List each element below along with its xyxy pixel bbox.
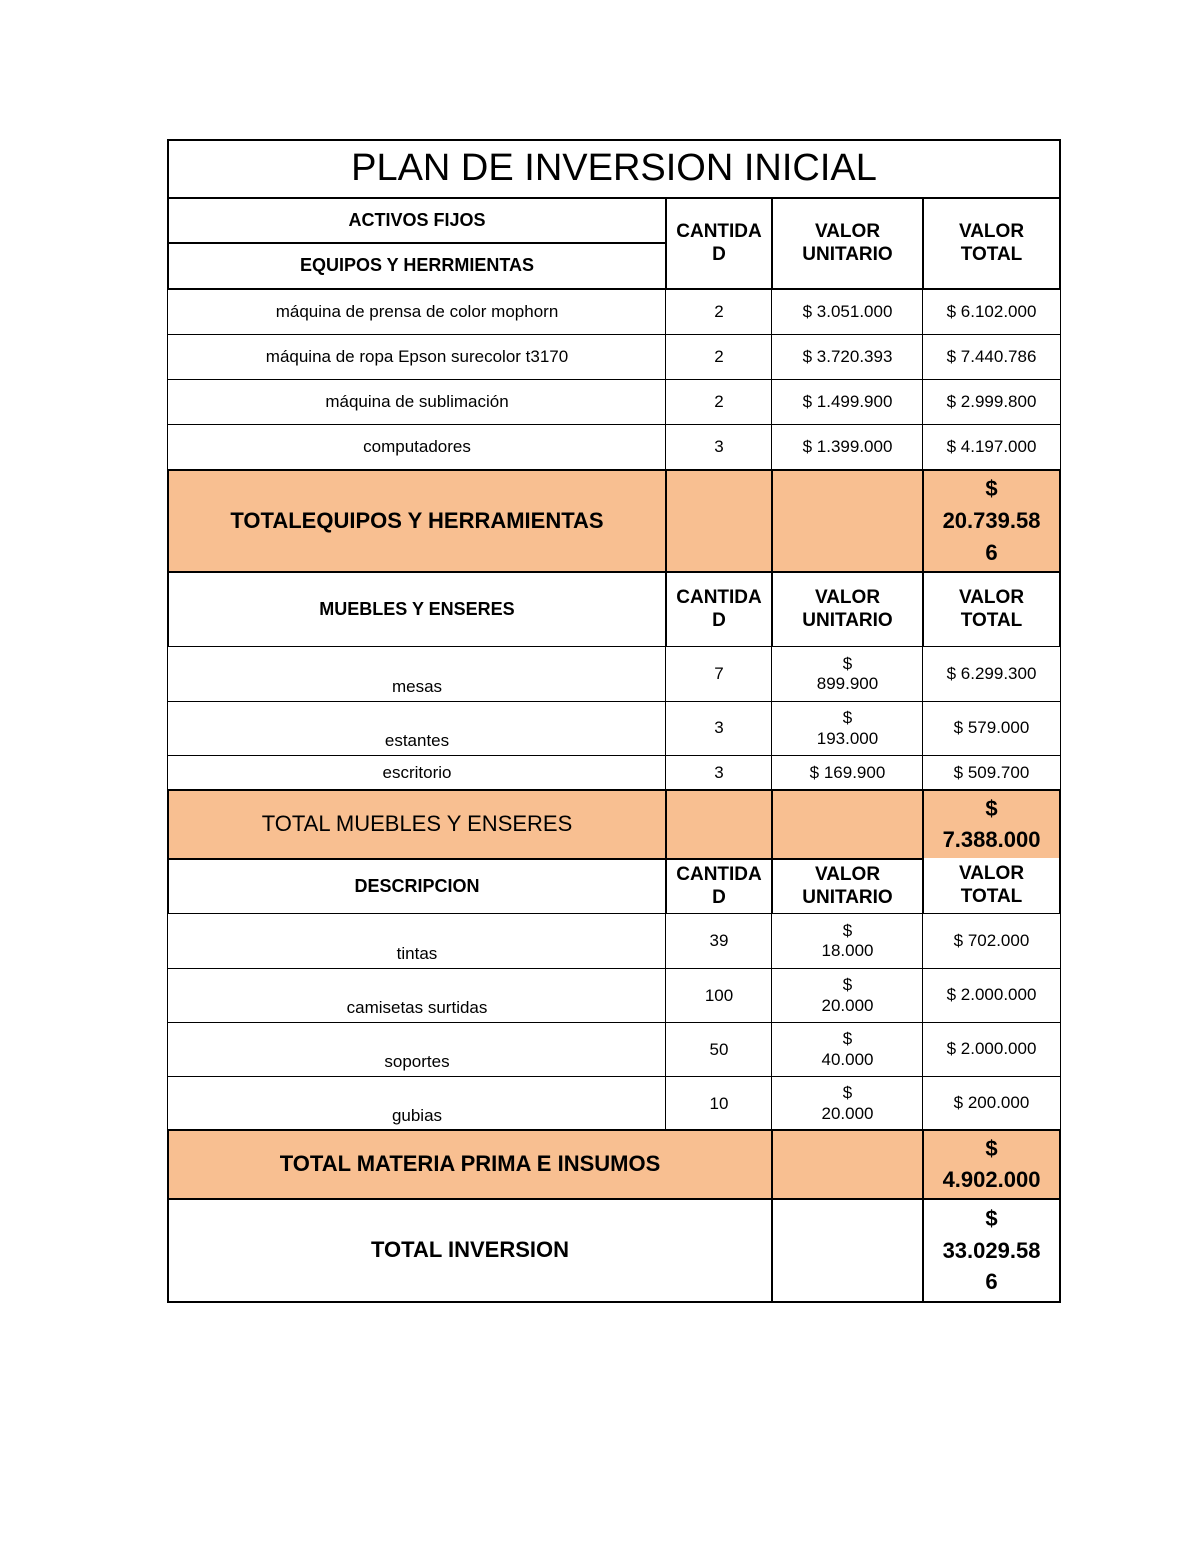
header-equipos-herramientas: EQUIPOS Y HERRMIENTAS <box>167 242 667 290</box>
unit-value-number: 899.900 <box>816 674 879 693</box>
header-unitario-label: UNITARIO <box>802 609 893 631</box>
row-quantity: 10 <box>665 1076 773 1131</box>
total-muebles-label: TOTAL MUEBLES Y ENSERES <box>167 789 667 860</box>
row-quantity: 2 <box>665 379 773 425</box>
total-value-line: 33.029.58 <box>942 1237 1041 1263</box>
total-insumos-label: TOTAL MATERIA PRIMA E INSUMOS <box>167 1129 773 1200</box>
total-inversion-empty-cell <box>771 1198 924 1303</box>
row-description: estantes <box>167 701 667 756</box>
header-cantidad-line1: CANTIDA <box>676 863 762 885</box>
row-total-value: $ 7.440.786 <box>922 334 1061 380</box>
currency-symbol: $ <box>842 708 853 728</box>
header-cantidad-line2: D <box>712 243 726 265</box>
total-insumos-value <box>922 1129 1061 1200</box>
row-description: computadores <box>167 424 667 471</box>
header-total-label: TOTAL <box>960 609 1023 631</box>
row-description: tintas <box>167 913 667 969</box>
row-description: soportes <box>167 1022 667 1077</box>
unit-value-number: 18.000 <box>821 941 874 960</box>
total-inversion-value <box>922 1198 1061 1303</box>
currency-symbol: $ <box>842 653 853 673</box>
row-unit-value <box>771 701 924 756</box>
total-equipos-empty-cell <box>665 469 773 573</box>
header-valor-label: VALOR <box>958 220 1025 242</box>
header-valor-label: VALOR <box>958 586 1025 608</box>
row-description: máquina de sublimación <box>167 379 667 425</box>
currency-symbol: $ <box>842 920 853 940</box>
header-valor-label: VALOR <box>958 863 1025 885</box>
header-unitario-label: UNITARIO <box>802 886 893 908</box>
row-unit-value <box>771 646 924 702</box>
row-total-value: $ 200.000 <box>922 1076 1061 1131</box>
total-inversion-label: TOTAL INVERSION <box>167 1198 773 1303</box>
total-equipos-empty-cell <box>771 469 924 573</box>
unit-value-number: 20.000 <box>821 1103 874 1123</box>
row-quantity: 3 <box>665 701 773 756</box>
total-value-line: 20.739.58 <box>942 508 1041 534</box>
header-cantidad <box>665 571 773 648</box>
row-description: máquina de prensa de color mophorn <box>167 289 667 335</box>
header-cantidad-line2: D <box>712 886 726 908</box>
header-total-label: TOTAL <box>960 886 1023 907</box>
row-quantity: 39 <box>665 913 773 969</box>
row-total-value: $ 4.197.000 <box>922 424 1061 471</box>
header-muebles-enseres: MUEBLES Y ENSERES <box>167 571 667 648</box>
row-unit-value <box>771 1022 924 1077</box>
header-descripcion: DESCRIPCION <box>167 858 667 915</box>
header-valor-label: VALOR <box>814 586 881 608</box>
total-value-line: 7.388.000 <box>942 826 1041 852</box>
row-description: mesas <box>167 646 667 702</box>
row-unit-value: $ 3.051.000 <box>771 289 924 335</box>
row-total-value: $ 6.102.000 <box>922 289 1061 335</box>
row-quantity: 3 <box>665 755 773 791</box>
header-unitario-label: UNITARIO <box>802 243 893 265</box>
row-total-value: $ 6.299.300 <box>922 646 1061 702</box>
header-valor-label: VALOR <box>814 220 881 242</box>
row-quantity: 100 <box>665 968 773 1023</box>
row-total-value: $ 579.000 <box>922 701 1061 756</box>
header-activos-fijos: ACTIVOS FIJOS <box>167 197 667 244</box>
header-cantidad <box>665 858 773 915</box>
total-value-line: 6 <box>985 1269 998 1295</box>
total-muebles-empty-cell <box>771 789 924 860</box>
row-description: máquina de ropa Epson surecolor t3170 <box>167 334 667 380</box>
unit-value-number: 193.000 <box>816 728 879 748</box>
row-total-value: $ 2.000.000 <box>922 968 1061 1023</box>
row-total-value: $ 2.999.800 <box>922 379 1061 425</box>
unit-value-number: 40.000 <box>821 1049 874 1069</box>
row-description: gubias <box>167 1076 667 1131</box>
header-valor-unitario <box>771 571 924 648</box>
row-total-value: $ 2.000.000 <box>922 1022 1061 1077</box>
row-description: camisetas surtidas <box>167 968 667 1023</box>
total-muebles-empty-cell <box>665 789 773 860</box>
row-unit-value: $ 1.499.900 <box>771 379 924 425</box>
header-cantidad <box>665 197 773 290</box>
row-quantity: 7 <box>665 646 773 702</box>
unit-value-number: 20.000 <box>821 995 874 1015</box>
row-quantity: 2 <box>665 334 773 380</box>
currency-symbol: $ <box>985 476 998 502</box>
row-quantity: 2 <box>665 289 773 335</box>
row-total-value: $ 702.000 <box>922 913 1061 969</box>
total-equipos-label: TOTALEQUIPOS Y HERRAMIENTAS <box>167 469 667 573</box>
header-valor-total <box>922 571 1061 648</box>
header-cantidad-line2: D <box>712 609 726 631</box>
row-total-value: $ 509.700 <box>922 755 1061 791</box>
total-insumos-empty-cell <box>771 1129 924 1200</box>
header-valor-unitario <box>771 197 924 290</box>
header-cantidad-line1: CANTIDA <box>676 586 762 608</box>
total-value-line: 6 <box>985 539 998 565</box>
row-unit-value: $ 169.900 <box>771 755 924 791</box>
header-total-label: TOTAL <box>960 243 1023 265</box>
header-valor-unitario <box>771 858 924 915</box>
currency-symbol: $ <box>842 975 853 995</box>
row-quantity: 3 <box>665 424 773 471</box>
header-valor-total <box>922 858 1061 915</box>
header-valor-label: VALOR <box>814 863 881 885</box>
row-description: escritorio <box>167 755 667 791</box>
row-unit-value <box>771 1076 924 1131</box>
header-valor-total <box>922 197 1061 290</box>
row-unit-value: $ 3.720.393 <box>771 334 924 380</box>
currency-symbol: $ <box>985 795 998 821</box>
row-unit-value <box>771 913 924 969</box>
page-title: PLAN DE INVERSION INICIAL <box>167 139 1061 199</box>
currency-symbol: $ <box>842 1083 853 1103</box>
currency-symbol: $ <box>985 1135 998 1161</box>
total-equipos-value <box>922 469 1061 573</box>
header-cantidad-line1: CANTIDA <box>676 220 762 242</box>
currency-symbol: $ <box>842 1029 853 1049</box>
total-value-line: 4.902.000 <box>942 1166 1041 1192</box>
row-quantity: 50 <box>665 1022 773 1077</box>
currency-symbol: $ <box>985 1205 998 1231</box>
total-muebles-value <box>922 789 1061 860</box>
row-unit-value <box>771 968 924 1023</box>
row-unit-value: $ 1.399.000 <box>771 424 924 471</box>
